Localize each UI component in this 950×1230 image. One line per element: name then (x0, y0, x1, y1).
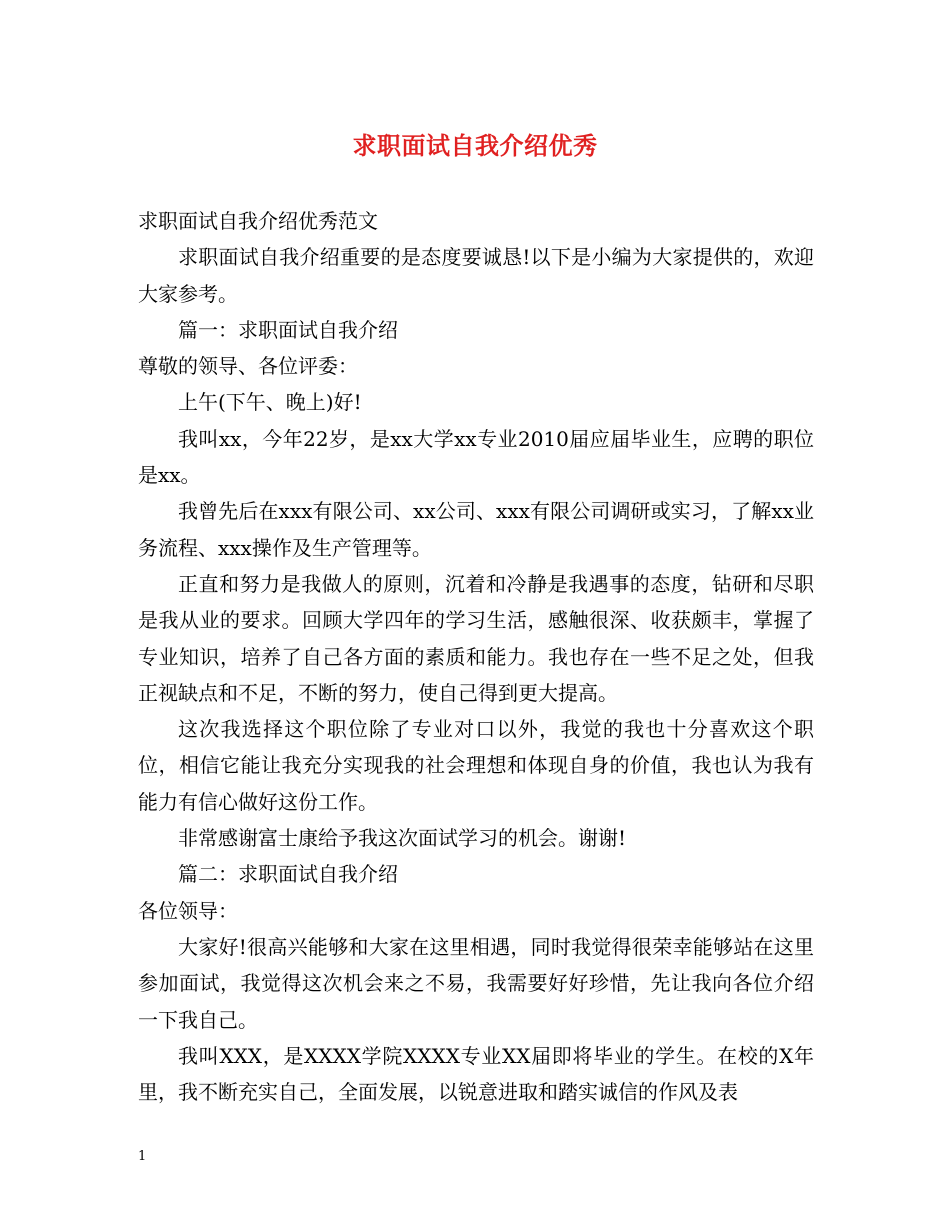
paragraph: 我叫XXX，是XXXX学院XXXX专业XX届即将毕业的学生。在校的X年里，我不断充实自己，全面发展，以锐意进取和踏实诚信的作风及表 (138, 1043, 814, 1105)
document-body (138, 203, 814, 1110)
section-heading: 篇二：求职面试自我介绍 (178, 862, 398, 887)
salutation: 尊敬的领导、各位评委： (138, 354, 358, 379)
paragraph: 非常感谢富士康给予我这次面试学习的机会。谢谢! (178, 826, 627, 851)
paragraph: 这次我选择这个职位除了专业对口以外，我觉的我也十分喜欢这个职位，相信它能让我充分实现我的社会理想和体现自身的价值，我也认为我有能力有信心做好这份工作。 (138, 717, 814, 814)
paragraph: 求职面试自我介绍优秀范文 (138, 209, 378, 233)
paragraph: 求职面试自我介绍重要的是态度要诚恳!以下是小编为大家提供的，欢迎大家参考。 (138, 245, 814, 306)
paragraph: 大家好!很高兴能够和大家在这里相遇，同时我觉得很荣幸能够站在这里参加面试，我觉得这次机会来之不易，我需要好好珍惜，先让我向各位介绍一下我自己。 (138, 934, 814, 1032)
paragraph: 正直和努力是我做人的原则，沉着和冷静是我遇事的态度，钻研和尽职是我从业的要求。回顾大学四年的学习生活，感触很深、收获颇丰，掌握了专业知识，培养了自己各方面的素质和能力。我也存在一些不足之处，但我正视缺点和不足，不断的努力，使自己得到更大提高。 (138, 571, 814, 705)
paragraph: 上午(下午、晚上)好! (178, 390, 362, 415)
salutation: 各位领导： (138, 898, 238, 923)
document-title: 求职面试自我介绍优秀 (352, 131, 598, 160)
page-number: 1 (138, 1149, 147, 1164)
paragraph: 我曾先后在xxx有限公司、xx公司、xxx有限公司调研或实习，了解xx业务流程、xxx操作及生产管理等。 (138, 499, 814, 560)
section-heading: 篇一：求职面试自我介绍 (178, 317, 398, 342)
paragraph: 我叫xx，今年22岁，是xx大学xx专业2010届应届毕业生，应聘的职位是xx。 (138, 426, 814, 488)
